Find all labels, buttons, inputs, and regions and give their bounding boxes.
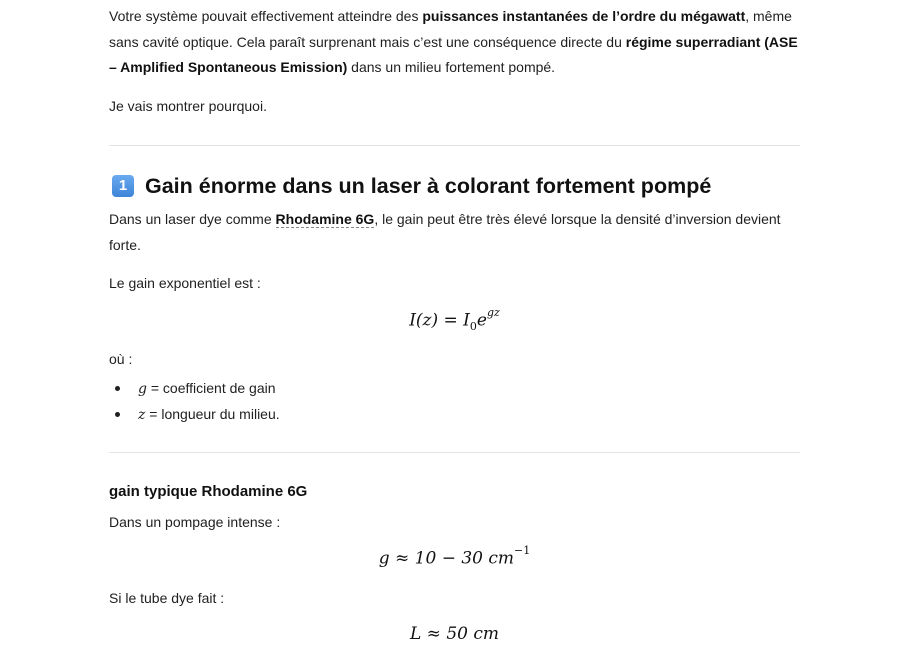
gain-range-formula (109, 544, 800, 569)
formula-subscript: 0 (469, 320, 477, 334)
variable-symbol: z (138, 407, 146, 423)
formula-exponent: −1 (514, 544, 531, 557)
formula-exponent: gz (486, 306, 500, 319)
formula-text: L ≈ 50 cm (409, 624, 500, 644)
intro-bold-power: puissances instantanées de l’ordre du mégawatt (422, 8, 746, 24)
intro-text: Votre système pouvait effectivement atteindre des (109, 8, 423, 24)
formula-base: e (476, 310, 487, 331)
tube-paragraph: Si le tube dye fait : (109, 590, 225, 606)
length-formula (109, 624, 800, 644)
section-paragraph (109, 207, 800, 258)
paragraph-text: Dans un laser dye comme (109, 211, 276, 227)
section-heading (109, 172, 711, 200)
formula-text: g ≈ 10 − 30 cm (378, 548, 515, 569)
intro-bold-regime: régime superradiant (ASE – Amplified Spontaneous Emission) (109, 33, 798, 75)
variable-symbol: g (138, 381, 147, 397)
rhodamine-link[interactable]: Rhodamine 6G (275, 211, 375, 227)
list-item (109, 376, 280, 402)
intro-text: , même sans cavité optique. Cela paraît surprenant mais c’est une conséquence directe du (109, 8, 792, 50)
gain-intro: Le gain exponentiel est : (109, 275, 261, 291)
variable-list (109, 376, 280, 428)
subsection-heading: gain typique Rhodamine 6G (109, 483, 308, 500)
intro-paragraph (109, 4, 800, 81)
where-label: où : (109, 351, 133, 367)
divider (109, 452, 800, 453)
variable-description: = longueur du milieu. (145, 406, 280, 422)
keycap-number-icon: 1 (112, 175, 134, 197)
list-item (109, 402, 280, 428)
intro-followup: Je vais montrer pourquoi. (109, 98, 267, 114)
divider (109, 145, 800, 146)
intro-text: dans un milieu fortement pompé. (347, 59, 556, 75)
formula-lhs: I(z) = I (409, 310, 470, 331)
paragraph-text: , le gain peut être très élevé lorsque la densité d’inversion devient forte. (109, 211, 781, 253)
gain-formula (109, 306, 800, 334)
section-title: Gain énorme dans un laser à colorant fortement pompé (145, 174, 712, 198)
variable-description: = coefficient de gain (146, 380, 276, 396)
pumping-paragraph: Dans un pompage intense : (109, 514, 281, 530)
